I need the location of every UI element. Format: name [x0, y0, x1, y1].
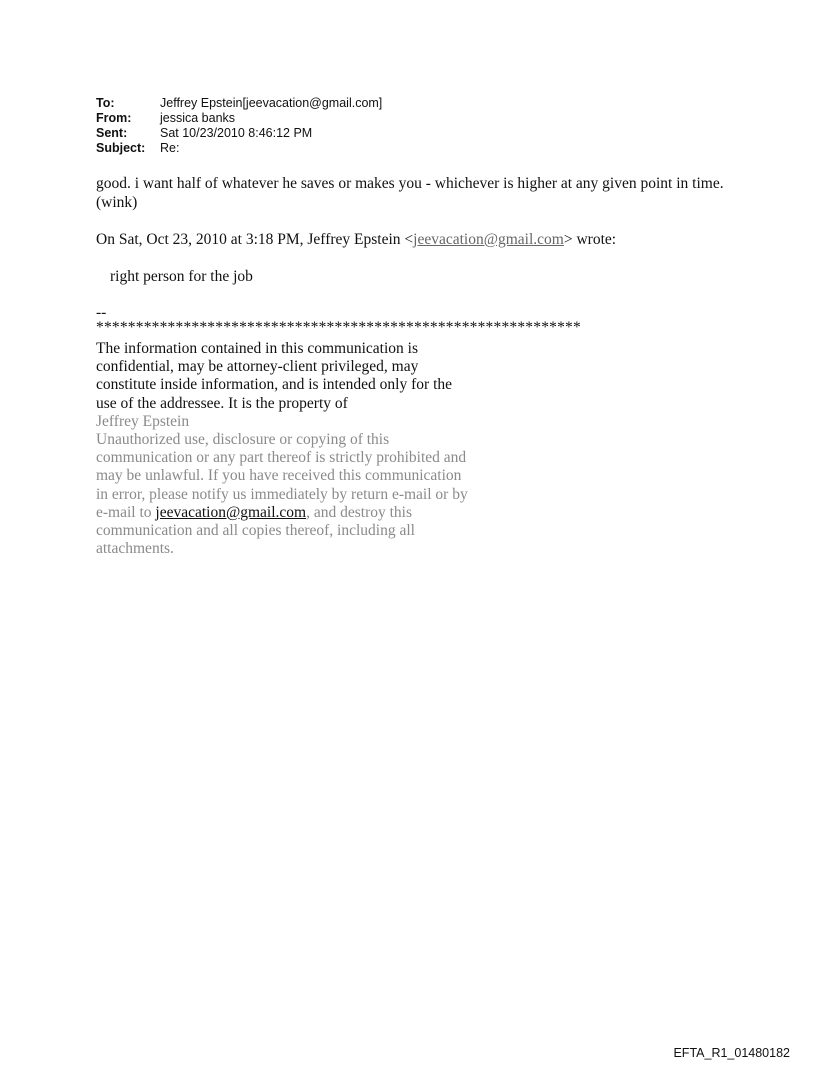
disclaimer	[96, 340, 476, 558]
disclaimer-confidential: The information contained in this communication is confidential, may be attorney-client privileged, may constitute inside information, and is intended only for the use of the addressee. It is the property of	[96, 340, 453, 412]
message-paragraph: good. i want half of whatever he saves or makes you - whichever is higher at any given point in time. (wink)	[96, 175, 724, 211]
to-value: Jeffrey Epstein[jeevacation@gmail.com]	[160, 96, 383, 110]
quote-intro-suffix: > wrote:	[563, 231, 617, 248]
document-id: EFTA_R1_01480182	[673, 1046, 790, 1060]
signature-dash: --	[96, 304, 107, 321]
disclaimer-unauthorized: Unauthorized use, disclosure or copying of this communication or any part thereof is strictly prohibited and may be unlawful. If you have received this communication in error, please notify us immediately by return e-mail or by e-mail to	[96, 431, 468, 521]
to-row	[96, 96, 382, 111]
sent-row	[96, 126, 382, 141]
quote-intro-prefix: On Sat, Oct 23, 2010 at 3:18 PM, Jeffrey Epstein <	[96, 231, 414, 248]
quote-intro	[96, 230, 736, 249]
from-value: jessica banks	[160, 111, 236, 125]
subject-label: Subject:	[96, 141, 146, 155]
subject-value: Re:	[160, 141, 180, 155]
subject-row	[96, 141, 382, 156]
email-header	[96, 96, 382, 156]
from-row	[96, 111, 382, 126]
from-label: From:	[96, 111, 132, 125]
sent-label: Sent:	[96, 126, 128, 140]
disclaimer-destroy: , and destroy this communication and all copies thereof, including all attachments.	[96, 503, 415, 558]
signature-stars: *************************************************************	[96, 319, 581, 336]
quote-email-link[interactable]: jeevacation@gmail.com	[413, 231, 564, 248]
disclaimer-email-link[interactable]: jeevacation@gmail.com	[155, 503, 307, 521]
to-label: To:	[96, 96, 115, 110]
quoted-text: right person for the job	[110, 268, 253, 285]
sent-value: Sat 10/23/2010 8:46:12 PM	[160, 126, 313, 140]
disclaimer-owner: Jeffrey Epstein	[96, 412, 190, 430]
